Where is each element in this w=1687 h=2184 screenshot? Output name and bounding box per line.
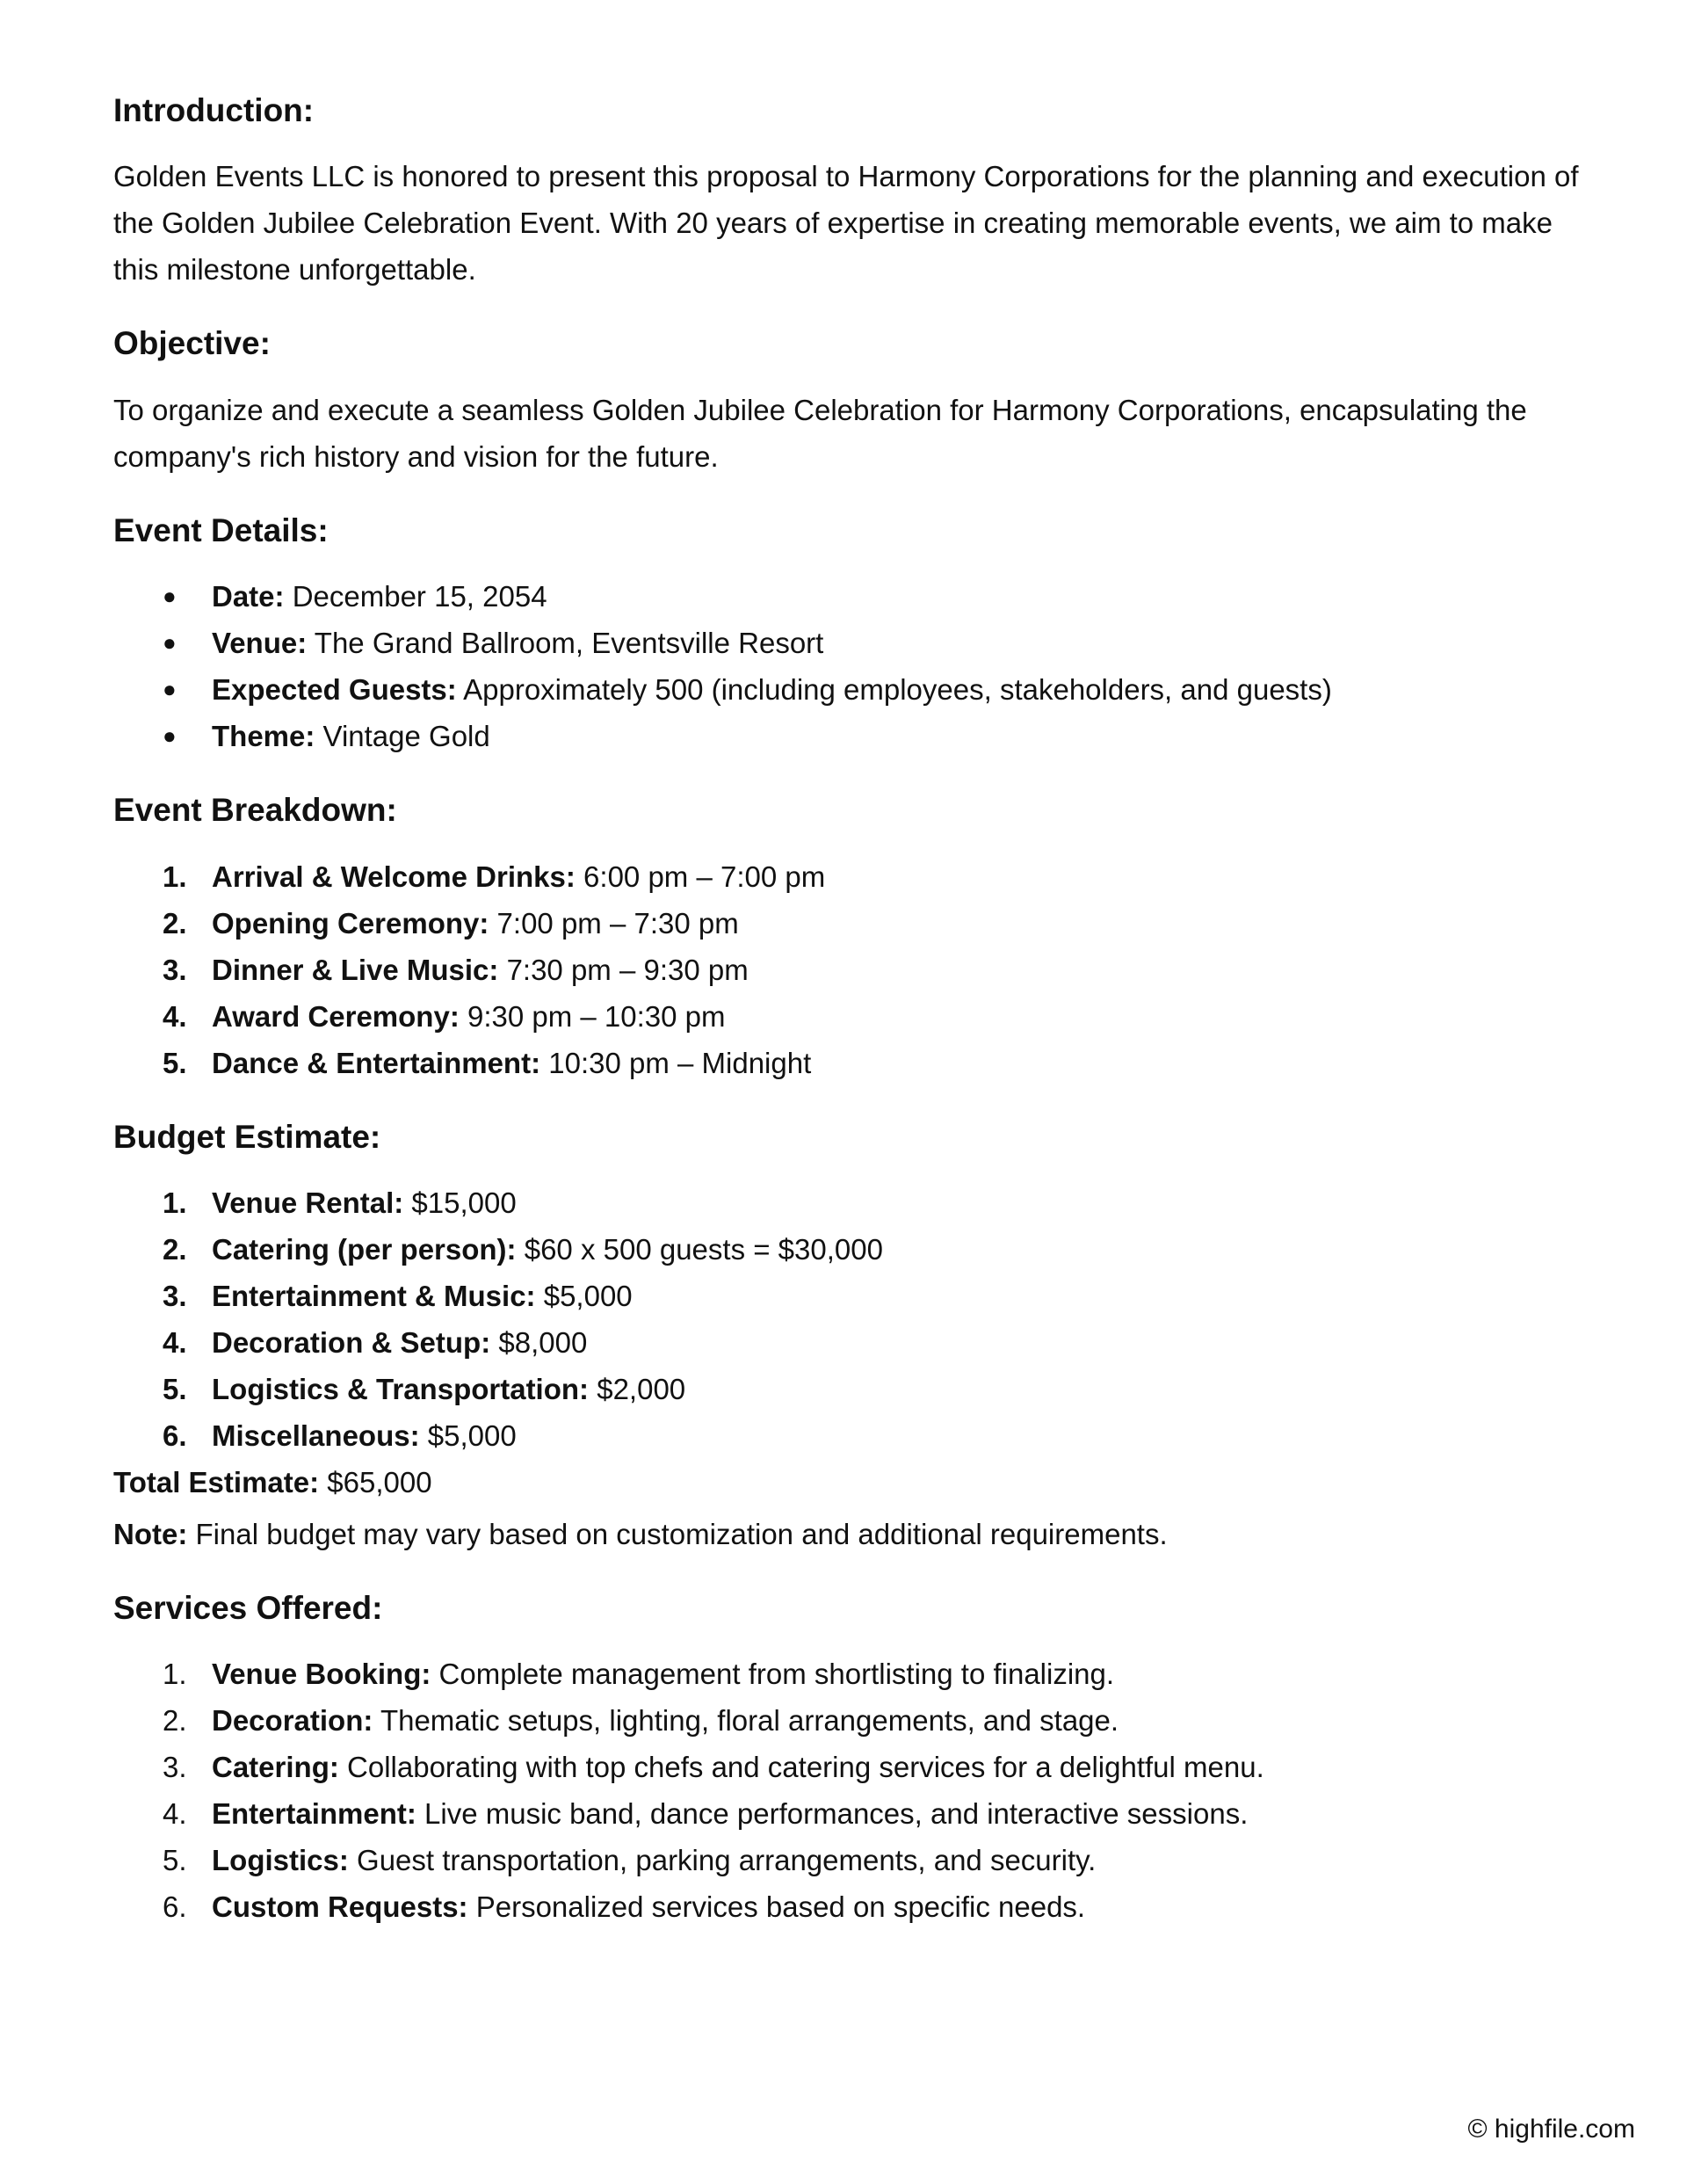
item-number: 2. <box>163 1232 187 1266</box>
item-number: 3. <box>163 953 187 986</box>
note-text: Final budget may vary based on customization and additional requirements. <box>195 1517 1168 1550</box>
item-label: Dinner & Live Music: <box>212 953 499 986</box>
item-value: The Grand Ballroom, Eventsville Resort <box>314 627 824 660</box>
list-item <box>113 947 1589 993</box>
item-number: 3. <box>163 1751 187 1784</box>
list-item <box>113 620 1589 666</box>
item-number: 5. <box>163 1046 187 1079</box>
item-number: 6. <box>163 1419 187 1452</box>
list-item <box>113 1179 1589 1226</box>
list-item <box>113 993 1589 1040</box>
item-number: 1. <box>163 1658 187 1691</box>
item-value: Approximately 500 (including employees, stakeholders, and guests) <box>463 673 1332 707</box>
item-value: $60 x 500 guests = $30,000 <box>524 1232 883 1266</box>
item-label: Logistics & Transportation: <box>212 1372 590 1405</box>
item-value: Vintage Gold <box>322 720 490 753</box>
item-value: 7:30 pm – 9:30 pm <box>506 953 749 986</box>
document-page <box>113 91 1589 1962</box>
item-number: 6. <box>163 1890 187 1924</box>
item-label: Decoration: <box>212 1704 373 1738</box>
objective-heading: Objective: <box>113 325 271 362</box>
introduction-section <box>113 91 1589 293</box>
item-value: $5,000 <box>427 1419 517 1452</box>
item-label: Decoration & Setup: <box>212 1325 491 1359</box>
objective-section <box>113 324 1589 479</box>
list-item <box>113 1412 1589 1459</box>
list-item <box>113 1790 1589 1837</box>
list-item <box>113 1226 1589 1273</box>
list-item <box>113 713 1589 759</box>
event-breakdown-list <box>113 853 1589 1086</box>
item-value: Live music band, dance performances, and interactive sessions. <box>424 1797 1249 1831</box>
budget-heading: Budget Estimate: <box>113 1118 381 1155</box>
list-item <box>113 1883 1589 1930</box>
item-label: Catering: <box>212 1751 339 1784</box>
item-value: $5,000 <box>543 1279 633 1312</box>
list-item <box>113 1040 1589 1086</box>
budget-section <box>113 1118 1589 1557</box>
objective-text: To organize and execute a seamless Golden Jubilee Celebration for Harmony Corporations, encapsulating the company's rich history and vision for the future. <box>113 393 1527 473</box>
item-number: 4. <box>163 1325 187 1359</box>
list-item <box>113 1837 1589 1883</box>
total-value: $65,000 <box>327 1465 432 1498</box>
item-value: December 15, 2054 <box>292 580 547 613</box>
item-value: 10:30 pm – Midnight <box>548 1046 812 1079</box>
list-item <box>113 1697 1589 1744</box>
introduction-heading: Introduction: <box>113 92 315 128</box>
total-estimate <box>113 1459 1589 1506</box>
copyright-footer: © highfile.com <box>1467 2115 1635 2144</box>
item-number: 3. <box>163 1279 187 1312</box>
event-breakdown-heading: Event Breakdown: <box>113 792 397 829</box>
item-number: 1. <box>163 860 187 893</box>
bullet-icon: ● <box>163 722 177 750</box>
bullet-icon: ● <box>163 629 177 657</box>
item-value: Thematic setups, lighting, floral arrangements, and stage. <box>380 1704 1119 1738</box>
item-number: 5. <box>163 1844 187 1877</box>
budget-note <box>113 1511 1589 1557</box>
note-label: Note: <box>113 1517 188 1550</box>
event-details-section <box>113 512 1589 759</box>
list-item <box>113 666 1589 713</box>
item-label: Custom Requests: <box>212 1890 468 1924</box>
list-item <box>113 573 1589 620</box>
item-number: 4. <box>163 1797 187 1831</box>
services-section <box>113 1589 1589 1930</box>
budget-list <box>113 1179 1589 1459</box>
item-label: Venue Rental: <box>212 1186 404 1219</box>
item-label: Award Ceremony: <box>212 999 460 1033</box>
list-item <box>113 1651 1589 1697</box>
item-value: $2,000 <box>597 1372 686 1405</box>
item-label: Theme: <box>212 720 315 753</box>
item-label: Opening Ceremony: <box>212 906 489 940</box>
item-value: Guest transportation, parking arrangements, and security. <box>357 1844 1097 1877</box>
item-number: 2. <box>163 906 187 940</box>
list-item <box>113 853 1589 900</box>
event-breakdown-section <box>113 791 1589 1085</box>
item-value: Personalized services based on specific needs. <box>475 1890 1086 1924</box>
item-number: 5. <box>163 1372 187 1405</box>
bullet-icon: ● <box>163 676 177 703</box>
item-label: Date: <box>212 580 285 613</box>
item-value: Complete management from shortlisting to finalizing. <box>438 1658 1115 1691</box>
item-label: Venue: <box>212 627 308 660</box>
list-item <box>113 1366 1589 1412</box>
list-item <box>113 900 1589 947</box>
item-label: Catering (per person): <box>212 1232 517 1266</box>
item-value: 6:00 pm – 7:00 pm <box>583 860 826 893</box>
total-label: Total Estimate: <box>113 1465 320 1498</box>
item-label: Miscellaneous: <box>212 1419 420 1452</box>
item-label: Arrival & Welcome Drinks: <box>212 860 576 893</box>
item-number: 4. <box>163 999 187 1033</box>
item-label: Expected Guests: <box>212 673 457 707</box>
event-details-heading: Event Details: <box>113 512 329 548</box>
event-details-list <box>113 573 1589 759</box>
list-item <box>113 1273 1589 1319</box>
item-label: Dance & Entertainment: <box>212 1046 541 1079</box>
item-value: 7:00 pm – 7:30 pm <box>496 906 739 940</box>
item-number: 1. <box>163 1186 187 1219</box>
services-heading: Services Offered: <box>113 1589 383 1626</box>
item-label: Venue Booking: <box>212 1658 431 1691</box>
introduction-text: Golden Events LLC is honored to present this proposal to Harmony Corporations for the planning and execution of the Golden Jubilee Celebration Event. With 20 years of expertise in creating memorable events, we aim to make this milestone unforgettable. <box>113 160 1579 287</box>
item-label: Logistics: <box>212 1844 349 1877</box>
services-list <box>113 1651 1589 1930</box>
item-value: $15,000 <box>411 1186 517 1219</box>
list-item <box>113 1744 1589 1790</box>
bullet-icon: ● <box>163 583 177 610</box>
item-value: Collaborating with top chefs and catering services for a delightful menu. <box>347 1751 1264 1784</box>
item-value: 9:30 pm – 10:30 pm <box>467 999 726 1033</box>
item-label: Entertainment: <box>212 1797 416 1831</box>
item-number: 2. <box>163 1704 187 1738</box>
item-value: $8,000 <box>498 1325 588 1359</box>
list-item <box>113 1319 1589 1366</box>
item-label: Entertainment & Music: <box>212 1279 536 1312</box>
